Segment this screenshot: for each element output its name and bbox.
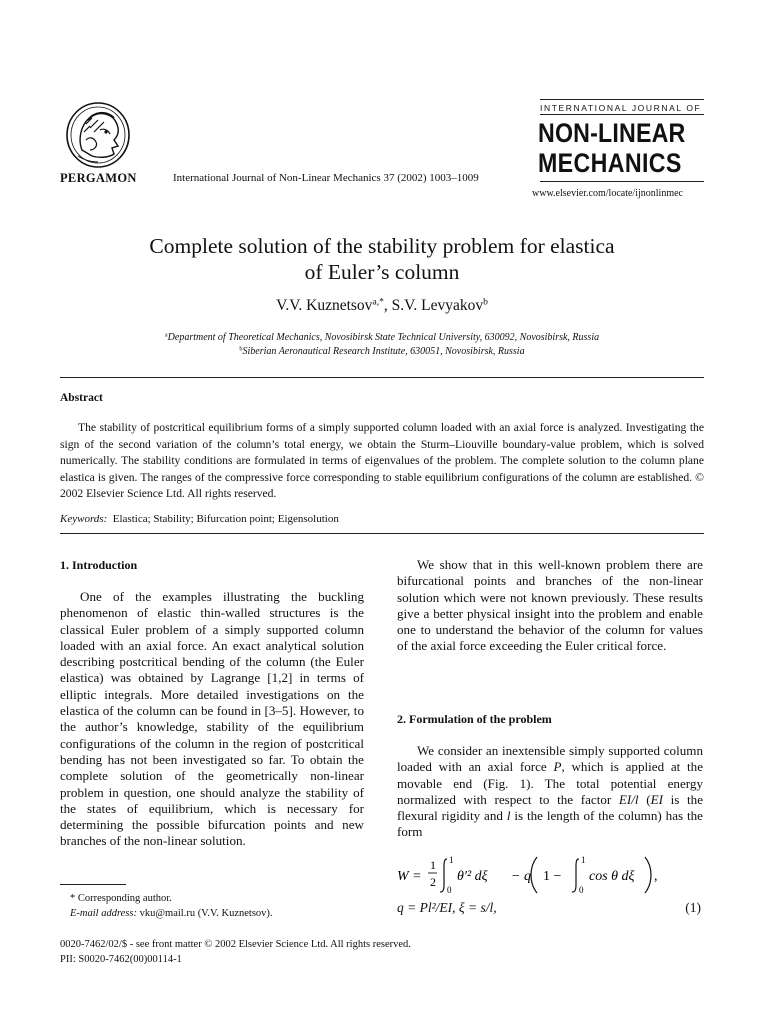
paragraph: We show that in this well-known problem there are bifurcational points and branches of the non-linear solution which were not known previously. These results give a better physical insight into the problem and enable one to understand the behavior of the column for values of the axial force exceeding the Euler critical force. (397, 557, 703, 654)
equation-comma: , (654, 869, 658, 884)
section-heading-introduction: 1. Introduction (60, 558, 138, 572)
email-address: vku@mail.ru (V.V. Kuznetsov). (139, 908, 273, 919)
abstract-text: The stability of postcritical equilibrium forms of a simply supported column loaded with an axial force is analyzed. Investigating the sign of the second variation of the column’s total energy, we obtain the Sturm–Liouville boundary-value problem, which is solved numerically. The stability conditions are formulated in terms of eigenvalues of the problem. The complete solution to the column plane elastica is given. The ranges of the compressive force corresponding to stable equilibrium configurations of the column are established. © 2002 Elsevier Science Ltd. All rights reserved. (60, 421, 704, 501)
publisher-name: PERGAMON (60, 171, 137, 185)
article-title (60, 233, 704, 285)
equation-q: q = Pl²/EI, ξ = s/l, (397, 900, 497, 915)
keywords-list: Elastica; Stability; Bifurcation point; Eigensolution (112, 513, 339, 525)
equation-term: 1 − (543, 869, 562, 884)
copyright-line: 0020-7462/02/$ - see front matter © 2002 Elsevier Science Ltd. All rights reserved. (60, 939, 411, 950)
author-affiliation-mark: b (483, 296, 488, 308)
pergamon-logo (64, 100, 132, 170)
divider (60, 533, 704, 534)
affiliation-mark: a (164, 331, 168, 339)
integral-sign (572, 859, 579, 892)
text-run: We consider an inextensible simply supported column loaded with an axial force (397, 743, 703, 775)
math-symbol: P (553, 759, 562, 775)
integrand: θ′² dξ (457, 869, 488, 884)
text-run: ( (638, 791, 651, 807)
integral-upper-limit: 1 (581, 855, 586, 865)
integrand: cos θ dξ (589, 869, 635, 884)
author-list (60, 297, 704, 315)
journal-url-link[interactable]: www.elsevier.com/locate/ijnonlinmec (532, 188, 683, 199)
footnote-divider (60, 884, 126, 885)
affiliations (60, 331, 704, 358)
abstract-heading: Abstract (60, 392, 103, 404)
paragraph (397, 743, 703, 841)
email-label: E-mail address: (70, 908, 137, 919)
integral-sign (440, 859, 447, 892)
journal-name-prefix: INTERNATIONAL JOURNAL OF (540, 103, 702, 113)
keywords-label: Keywords: (60, 513, 108, 525)
journal-citation: International Journal of Non-Linear Mechanics 37 (2002) 1003–1009 (173, 172, 479, 184)
title-line-1: Complete solution of the stability problem for elastica (149, 234, 615, 258)
author-name: V.V. Kuznetsov (276, 297, 373, 314)
formulation-text (397, 743, 703, 841)
affiliation-a (60, 331, 704, 345)
author-name: S.V. Levyakov (391, 297, 484, 314)
author-separator: , (383, 297, 392, 314)
integral-upper-limit: 1 (449, 855, 454, 865)
section-heading-formulation: 2. Formulation of the problem (397, 712, 552, 726)
math-symbol: l (506, 808, 511, 824)
equation-term: − q (511, 869, 531, 884)
journal-rule-top (540, 99, 704, 100)
keywords (60, 513, 339, 525)
footnote-mark: * (70, 893, 76, 904)
journal-rule-mid (540, 114, 704, 115)
right-column-intro-text (397, 557, 703, 655)
footnote-corresponding (70, 891, 273, 906)
paragraph: One of the examples illustrating the buckling phenomenon of elastic thin-walled structures is the classical Euler problem of a simply supported column loaded with an axial force. An exact analytical solution describing postcritical bending of the column (the Euler elastica) was obtained by Lagrange [1,2] in terms of elliptic integrals. More detailed investigations on the elastica of the column can be found in [3–5]. However, to the author’s knowledge, stability of the equilibrium configurations of the column in the region of postcritical bending has not been investigated so far. To obtain the complete solution of the geometrically non-linear problem in question, one should analyze the stability of the states of equilibrium, which is necessary for determining the possible bifurcation points and new branches of the non-linear solution. (60, 589, 364, 849)
equation-number: (1) (685, 900, 701, 915)
integral-lower-limit: 0 (447, 885, 452, 895)
text-run: is the flexural rigidity and (397, 791, 704, 824)
text-run: is the length of the column) has the form (397, 808, 703, 840)
fraction-denominator: 2 (430, 875, 436, 889)
affiliation-b (60, 345, 704, 359)
affiliation-mark: b (239, 345, 243, 353)
paren-right (645, 857, 651, 893)
footnote-email (70, 906, 273, 921)
affiliation-text: Department of Theoretical Mechanics, Novosibirsk State Technical University, 630092, Novosibirsk, Russia (167, 332, 600, 343)
fraction-numerator: 1 (430, 858, 436, 872)
text-run: , which is applied at the movable end (Fig. 1). The total potential energy normalized with respect to the factor (397, 759, 704, 807)
journal-rule-bottom (540, 181, 704, 182)
math-symbol: EI/l (618, 791, 639, 807)
equation-energy (397, 853, 703, 897)
equation-lhs: W = (397, 869, 422, 884)
affiliation-text: Siberian Aeronautical Research Institute, 630051, Novosibirsk, Russia (242, 345, 525, 357)
integral-lower-limit: 0 (579, 885, 584, 895)
page-footer (60, 938, 411, 967)
equation-definitions (397, 900, 703, 920)
journal-name-line1: NON-LINEAR (538, 118, 686, 148)
introduction-text (60, 589, 364, 850)
pii-line: PII: S0020-7462(00)00114-1 (60, 953, 182, 965)
math-symbol: EI (650, 791, 663, 807)
title-line-2: of Euler’s column (304, 260, 460, 284)
footnote-text: Corresponding author. (77, 893, 172, 904)
footnote (60, 891, 273, 921)
divider (60, 377, 704, 378)
author-affiliation-mark: a,* (372, 296, 384, 308)
paren-left (531, 857, 537, 893)
journal-name-line2: MECHANICS (538, 148, 682, 178)
